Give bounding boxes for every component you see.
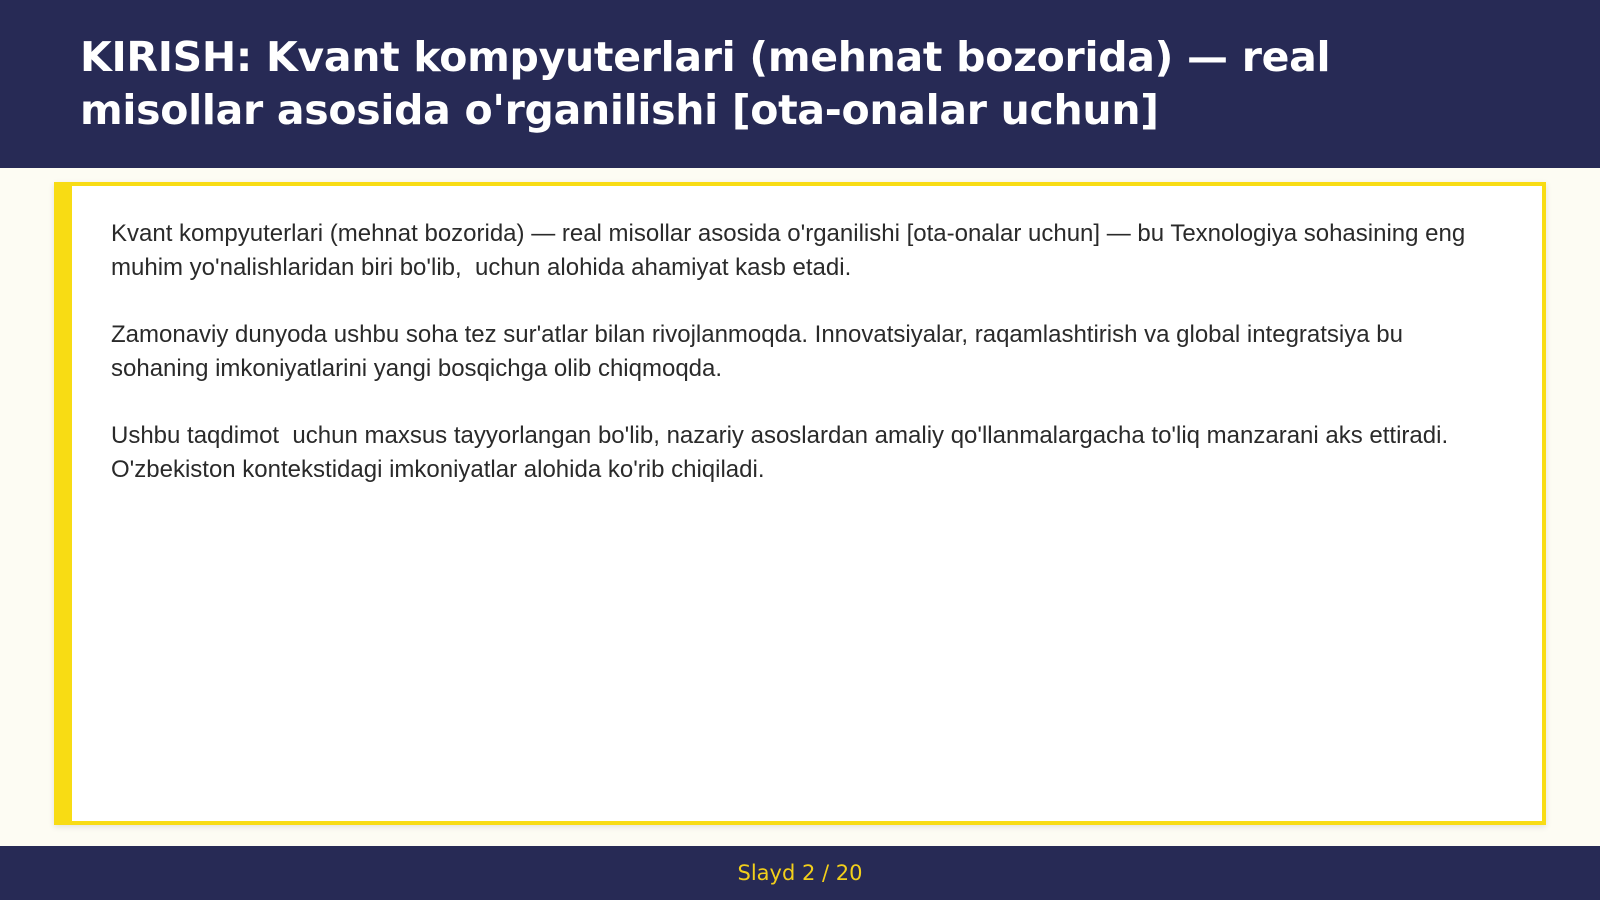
content-box <box>54 182 1546 825</box>
paragraph-3: Ushbu taqdimot uchun maxsus tayyorlangan bo'lib, nazariy asoslardan amaliy qo'llanmalargacha to'liq manzarani aks ettiradi. O'zbekiston kontekstidagi imkoniyatlar alohida ko'rib chiqiladi. <box>111 422 1455 483</box>
paragraph-1: Kvant kompyuterlari (mehnat bozorida) — real misollar asosida o'rganilishi [ota-onalar uchun] — bu Texnologiya sohasining eng muhim yo'nalishlaridan biri bo'lib, uchun alohida ahamiyat kasb etadi. <box>111 220 1472 281</box>
slide-footer <box>0 846 1600 900</box>
slide-title: KIRISH: Kvant kompyuterlari (mehnat bozorida) — real misollar asosida o'rganilishi [ota-onalar uchun] <box>80 33 1331 134</box>
slide-number: Slayd 2 / 20 <box>737 861 863 885</box>
slide-header <box>0 0 1600 168</box>
paragraph-2: Zamonaviy dunyoda ushbu soha tez sur'atlar bilan rivojlanmoqda. Innovatsiyalar, raqamlashtirish va global integratsiya bu sohaning imkoniyatlarini yangi bosqichga olib chiqmoqda. <box>111 321 1410 382</box>
